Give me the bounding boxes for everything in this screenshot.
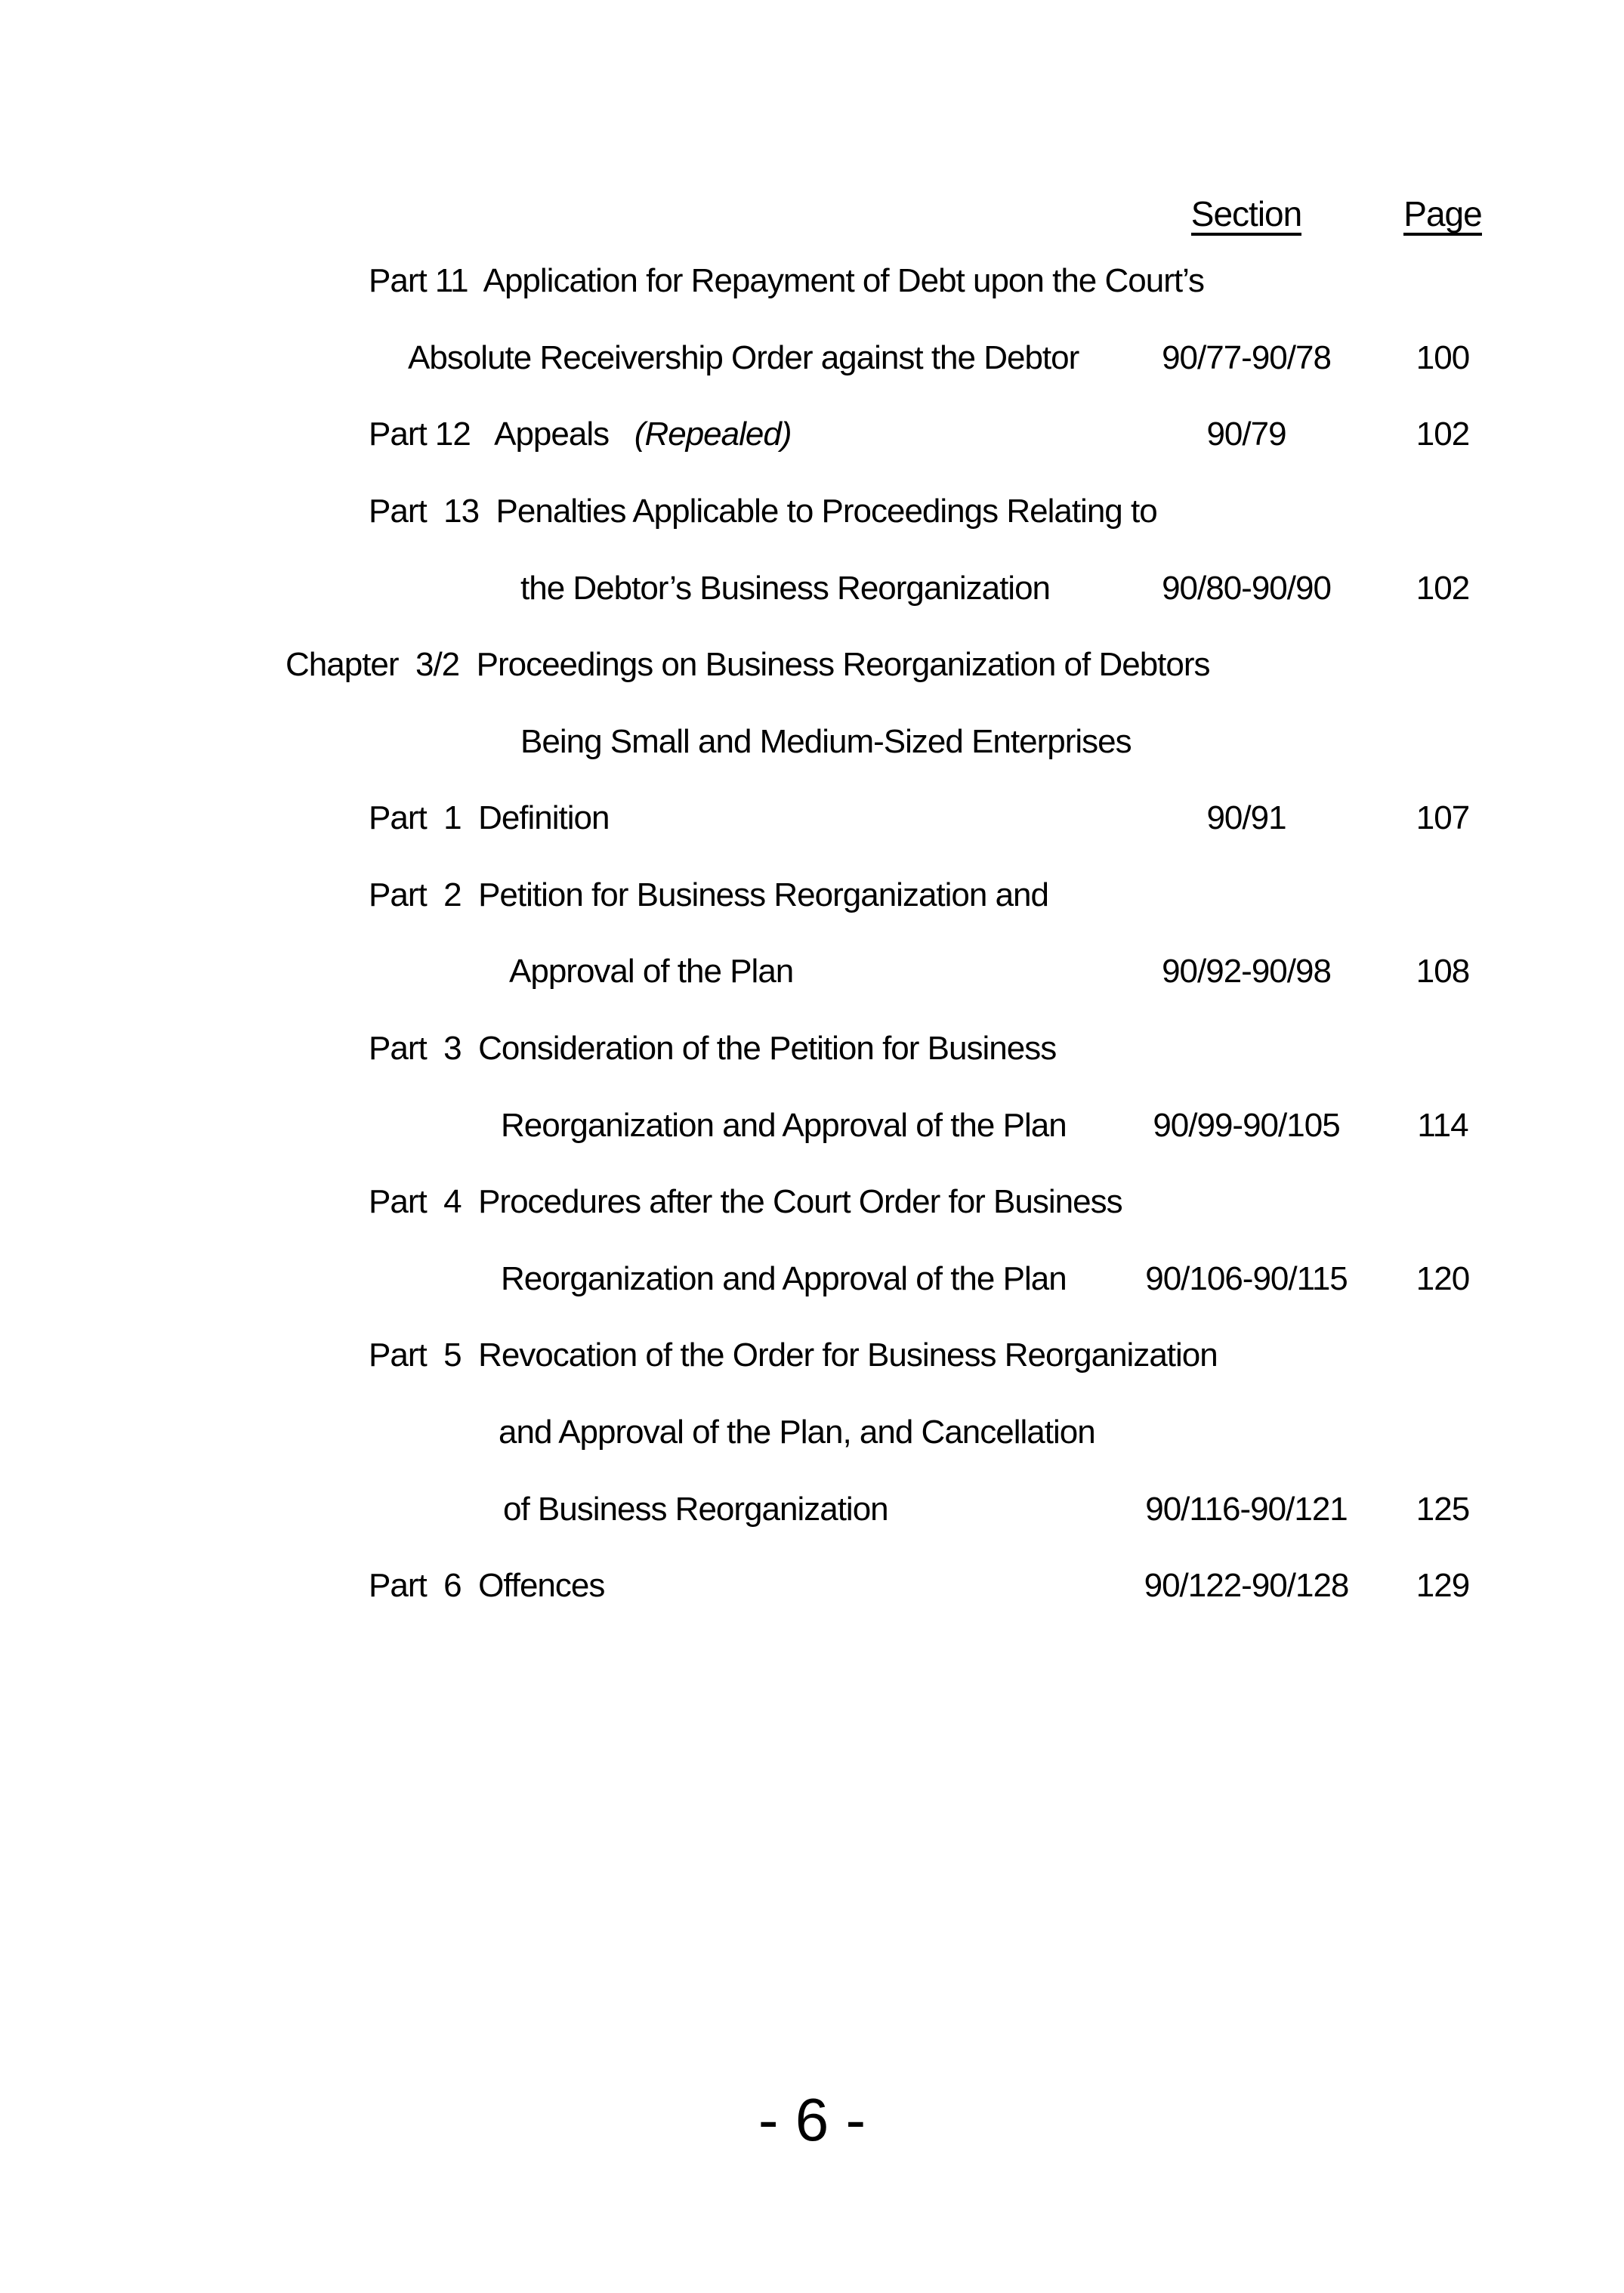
page-number: 107 bbox=[1416, 799, 1470, 836]
toc-row bbox=[0, 341, 1624, 387]
toc-row bbox=[0, 799, 1624, 847]
section-number: 90/106-90/115 bbox=[1145, 1260, 1348, 1297]
toc-entry-title: Part 1 Definition bbox=[369, 799, 610, 836]
toc-entry-title: Absolute Receivership Order against the Debtor bbox=[408, 339, 1079, 376]
toc-header-row bbox=[0, 196, 1624, 242]
toc-entry-title: Part 13 Penalties Applicable to Proceedings Relating to bbox=[369, 493, 1157, 530]
page-number: 114 bbox=[1417, 1107, 1468, 1144]
page-number: 129 bbox=[1416, 1567, 1470, 1604]
toc-row bbox=[0, 725, 1624, 771]
toc-row bbox=[0, 264, 1624, 310]
toc-row-chapter bbox=[0, 648, 1624, 694]
toc-entry-title: of Business Reorganization bbox=[503, 1491, 888, 1528]
section-column-header-label: Section bbox=[1191, 196, 1301, 236]
toc-row bbox=[0, 955, 1624, 1000]
page-number: 100 bbox=[1416, 339, 1470, 376]
toc-entry-title: Reorganization and Approval of the Plan bbox=[501, 1260, 1067, 1297]
toc-row bbox=[0, 1262, 1624, 1308]
toc-row bbox=[0, 1109, 1624, 1154]
toc-row bbox=[0, 418, 1624, 463]
section-number: 90/80-90/90 bbox=[1162, 570, 1331, 607]
section-number: 90/92-90/98 bbox=[1162, 953, 1331, 990]
page-column-header bbox=[1360, 196, 1526, 236]
toc-row bbox=[0, 572, 1624, 617]
section-column-header bbox=[1110, 196, 1382, 236]
toc-entry-title: and Approval of the Plan, and Cancellation bbox=[499, 1414, 1095, 1451]
toc-row bbox=[0, 495, 1624, 540]
toc-entry-title: the Debtor’s Business Reorganization bbox=[520, 570, 1051, 607]
toc-entry-title: Part 2 Petition for Business Reorganization and bbox=[369, 876, 1048, 913]
section-number: 90/79 bbox=[1206, 416, 1286, 453]
toc-row bbox=[0, 1032, 1624, 1077]
toc-row bbox=[0, 1185, 1624, 1231]
page-number: 125 bbox=[1416, 1491, 1470, 1528]
page-number: 102 bbox=[1416, 570, 1470, 607]
toc-entry-title: Approval of the Plan bbox=[509, 953, 794, 990]
toc-entry-title-italic: (Repealed) bbox=[634, 416, 792, 453]
toc-row bbox=[0, 876, 1624, 924]
toc-entry-title: Part 4 Procedures after the Court Order for Business bbox=[369, 1183, 1122, 1220]
section-number: 90/99-90/105 bbox=[1153, 1107, 1340, 1144]
toc-entry-title: Reorganization and Approval of the Plan bbox=[501, 1107, 1067, 1144]
section-number: 90/91 bbox=[1206, 799, 1286, 836]
toc-entry-title-text: Part 12 Appeals bbox=[369, 416, 634, 453]
toc-row bbox=[0, 1569, 1624, 1615]
page-column-header-label: Page bbox=[1403, 196, 1481, 236]
section-number: 90/116-90/121 bbox=[1145, 1491, 1348, 1528]
page-number: 108 bbox=[1416, 953, 1470, 990]
toc-row bbox=[0, 1339, 1624, 1384]
section-number: 90/77-90/78 bbox=[1162, 339, 1331, 376]
toc-entry-title bbox=[369, 418, 791, 451]
toc-entry-title: Part 11 Application for Repayment of Debt upon the Court’s bbox=[369, 262, 1205, 299]
toc-entry-title: Part 6 Offences bbox=[369, 1567, 605, 1604]
page-number: 120 bbox=[1416, 1260, 1470, 1297]
toc-row bbox=[0, 1493, 1624, 1538]
toc-entry-title: Part 3 Consideration of the Petition for Business bbox=[369, 1030, 1057, 1067]
toc-entry-title: Chapter 3/2 Proceedings on Business Reorganization of Debtors bbox=[286, 646, 1210, 683]
page-number: 102 bbox=[1416, 416, 1470, 453]
toc-entry-title: Part 5 Revocation of the Order for Business Reorganization bbox=[369, 1337, 1218, 1374]
section-number: 90/122-90/128 bbox=[1144, 1567, 1349, 1604]
toc-entry-title: Being Small and Medium-Sized Enterprises bbox=[520, 723, 1132, 760]
toc-row bbox=[0, 1416, 1624, 1461]
page-footer-number: - 6 - bbox=[758, 2086, 866, 2153]
